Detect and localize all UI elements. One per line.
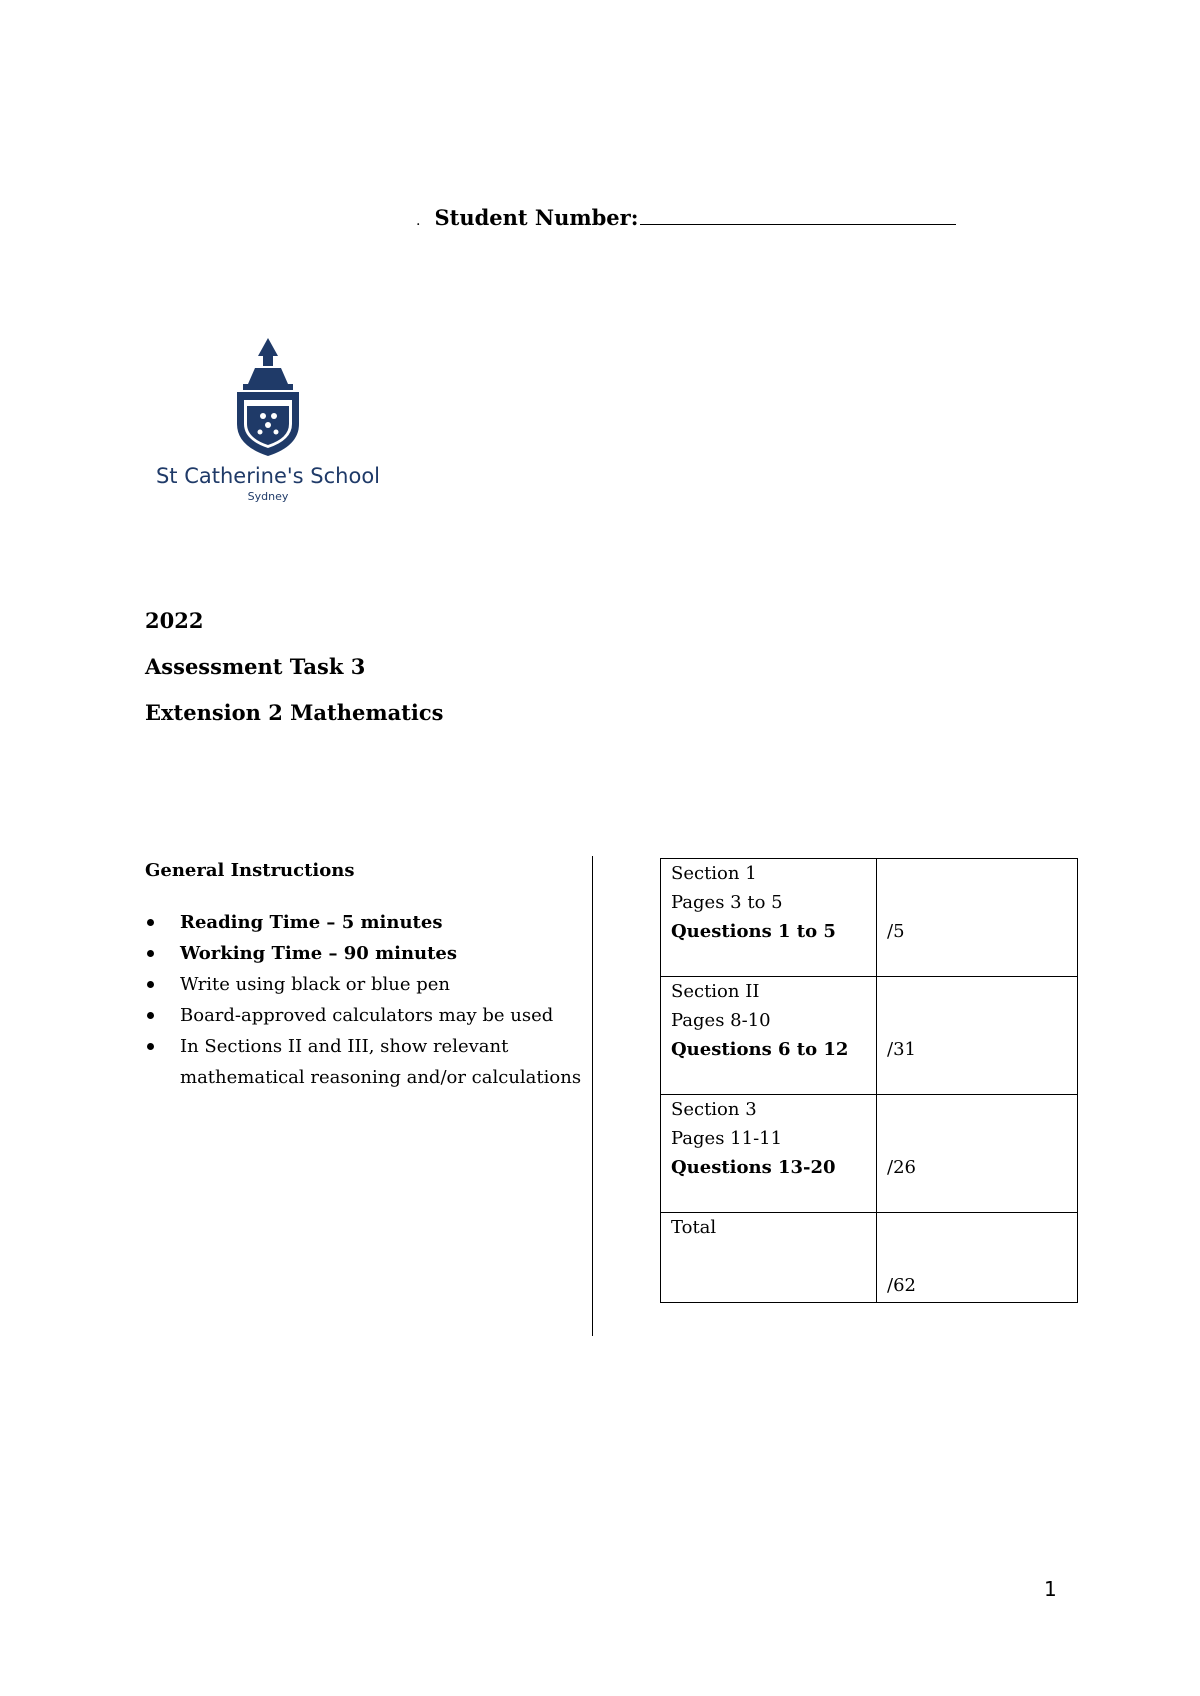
list-item: In Sections II and III, show relevant mathematical reasoning and/or calculations [145, 1031, 595, 1093]
section-pages: Pages 3 to 5 [671, 892, 783, 913]
section-pages: Pages 11-11 [671, 1128, 783, 1149]
score-cell [877, 977, 1078, 1095]
exam-year: 2022 [145, 608, 204, 633]
section-questions: Questions 1 to 5 [671, 921, 836, 942]
table-row [661, 977, 1078, 1095]
assessment-task: Assessment Task 3 [145, 654, 366, 679]
subject-title: Extension 2 Mathematics [145, 700, 444, 725]
section-cell [661, 1095, 877, 1213]
school-logo [155, 338, 385, 503]
section-name: Section 3 [671, 1099, 757, 1120]
table-row [661, 859, 1078, 977]
list-item: Reading Time – 5 minutes [145, 907, 595, 938]
total-score: /62 [887, 1275, 916, 1296]
student-number-label: Student Number: [434, 205, 639, 230]
list-item: Working Time – 90 minutes [145, 938, 595, 969]
section-name: Section 1 [671, 863, 757, 884]
section-cell [661, 977, 877, 1095]
svg-text:ST CATHERINE'S: ST CATHERINE'S [247, 400, 289, 406]
section-score: /26 [887, 1157, 916, 1178]
sections-table [660, 858, 1078, 1303]
section-name: Section II [671, 981, 760, 1002]
list-item: Board-approved calculators may be used [145, 1000, 595, 1031]
svg-text:St Catherine's School: St Catherine's School [155, 464, 381, 488]
student-number-blank[interactable] [640, 204, 956, 225]
score-cell [877, 1095, 1078, 1213]
instructions-list [145, 907, 595, 1093]
total-cell [661, 1213, 877, 1303]
column-divider [592, 856, 593, 1336]
svg-text:Sydney: Sydney [247, 490, 289, 503]
table-row [661, 1213, 1078, 1303]
score-cell [877, 859, 1078, 977]
section-score: /5 [887, 921, 905, 942]
section-questions: Questions 6 to 12 [671, 1039, 849, 1060]
section-questions: Questions 13-20 [671, 1157, 836, 1178]
section-score: /31 [887, 1039, 916, 1060]
table-row [661, 1095, 1078, 1213]
general-instructions-heading: General Instructions [145, 860, 355, 881]
section-pages: Pages 8-10 [671, 1010, 771, 1031]
student-number-field [416, 204, 956, 230]
school-crest-icon [155, 338, 385, 503]
stray-mark: . [416, 213, 421, 229]
list-item: Write using black or blue pen [145, 969, 595, 1000]
page-number: 1 [1044, 1577, 1057, 1601]
score-cell [877, 1213, 1078, 1303]
total-label: Total [671, 1217, 717, 1238]
section-cell [661, 859, 877, 977]
